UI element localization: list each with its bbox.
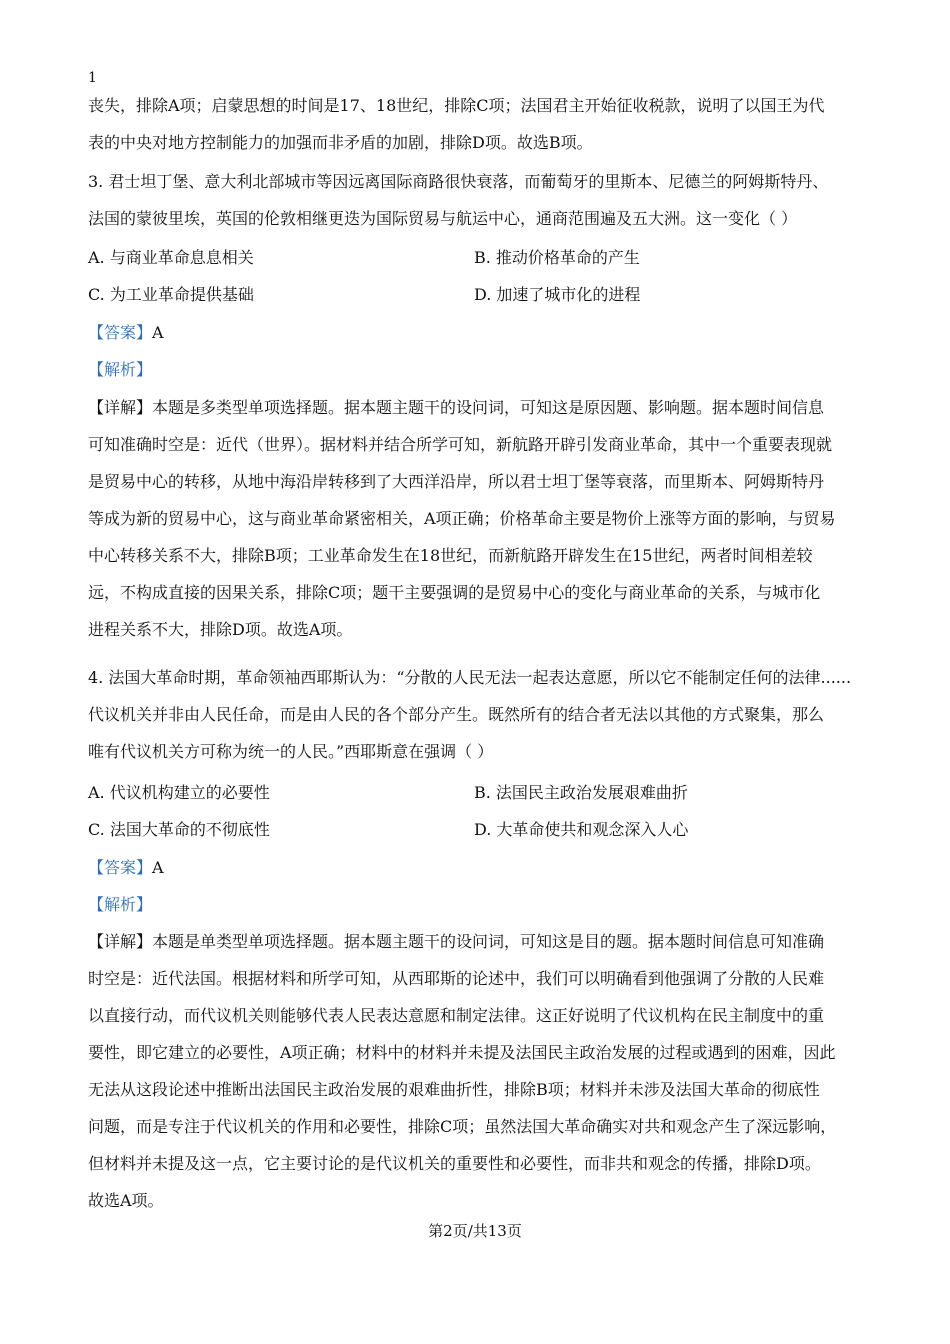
q4-option-b: B. 法国民主政治发展艰难曲折: [474, 783, 688, 802]
q4-option-a: A. 代议机构建立的必要性: [88, 783, 270, 802]
q4-option-c: C. 法国大革命的不彻底性: [88, 820, 270, 839]
text-line: 4. 法国大革命时期，革命领袖西耶斯认为：“分散的人民无法一起表达意愿，所以它不能制定任何的法律......: [88, 668, 852, 687]
text-line: 但材料并未提及这一点，它主要讨论的是代议机关的重要性和必要性，而非共和观念的传播，排除D项。: [88, 1154, 821, 1173]
text-line: 可知准确时空是：近代（世界）。据材料并结合所学可知，新航路开辟引发商业革命，其中一个重要表现就: [88, 435, 833, 454]
q3-detail: [88, 389, 868, 648]
q4-options-row-2: [88, 811, 868, 848]
q3-options-row-1: [88, 239, 868, 276]
q3-option-c: C. 为工业革命提供基础: [88, 285, 254, 304]
q4-analysis-label: [88, 886, 152, 923]
q3-option-a: A. 与商业革命息息相关: [88, 248, 254, 267]
text-line: 3. 君士坦丁堡、意大利北部城市等因远离国际商路很快衰落，而葡萄牙的里斯本、尼德兰的阿姆斯特丹、: [88, 172, 829, 191]
text-line: 是贸易中心的转移，从地中海沿岸转移到了大西洋沿岸，所以君士坦丁堡等衰落，而里斯本、阿姆斯特丹: [88, 472, 825, 491]
q4-detail: [88, 923, 868, 1219]
text-line: 要性，即它建立的必要性，A项正确；材料中的材料并未提及法国民主政治发展的过程或遇到的困难，因此: [88, 1043, 836, 1062]
answer-value: A: [152, 858, 164, 877]
text-line: 法国的蒙彼里埃，英国的伦敦相继更迭为国际贸易与航运中心，通商范围遍及五大洲。这一变化（ ）: [88, 209, 798, 228]
answer-value: A: [152, 323, 164, 342]
q3-analysis-label: [88, 351, 152, 388]
q4-options-row-1: [88, 774, 868, 811]
text-line: 无法从这段论述中推断出法国民主政治发展的艰难曲折性，排除B项；材料并未涉及法国大革命的彻底性: [88, 1080, 820, 1099]
text-line: 进程关系不大，排除D项。故选A项。: [88, 620, 353, 639]
text-line: 【详解】本题是多类型单项选择题。据本题主题干的设问词，可知这是原因题、影响题。据本题时间信息: [88, 398, 825, 417]
text-line: 代议机关并非由人民任命，而是由人民的各个部分产生。既然所有的结合者无法以其他的方式聚集，那么: [88, 705, 825, 724]
answer-label: 【答案】: [88, 323, 153, 342]
analysis-label: 【解析】: [88, 895, 153, 914]
text-line: 中心转移关系不大，排除B项；工业革命发生在18世纪，而新航路开辟发生在15世纪，两者时间相差较: [88, 546, 813, 565]
q3-option-d: D. 加速了城市化的进程: [474, 285, 641, 304]
text-line: 以直接行动，而代议机关则能够代表人民表达意愿和制定法律。这正好说明了代议机构在民主制度中的重: [88, 1006, 825, 1025]
q3-options-row-2: [88, 276, 868, 313]
text-line: 表的中央对地方控制能力的加强而非矛盾的加剧，排除D项。故选B项。: [88, 133, 593, 152]
q4-stem: [88, 659, 868, 770]
text-line: 故选A项。: [88, 1191, 164, 1210]
answer-label: 【答案】: [88, 858, 153, 877]
page-footer: 第2页/共13页: [428, 1222, 522, 1240]
q3-stem: [88, 163, 868, 237]
text-line: 远，不构成直接的因果关系，排除C项；题干主要强调的是贸易中心的变化与商业革命的关系，与城市化: [88, 583, 821, 602]
q4-answer: [88, 849, 164, 886]
text-line: 时空是：近代法国。根据材料和所学可知，从西耶斯的论述中，我们可以明确看到他强调了分散的人民难: [88, 969, 825, 988]
text-line: 问题，而是专注于代议机关的作用和必要性，排除C项；虽然法国大革命确实对共和观念产生了深远影响，: [88, 1117, 837, 1136]
text-line: 唯有代议机关方可称为统一的人民。”西耶斯意在强调（ ）: [88, 742, 494, 761]
q3-answer: [88, 314, 164, 351]
q3-option-b: B. 推动价格革命的产生: [474, 248, 640, 267]
text-line: 【详解】本题是单类型单项选择题。据本题主题干的设问词，可知这是目的题。据本题时间信息可知准确: [88, 932, 825, 951]
intro-paragraph: [88, 87, 868, 161]
q4-option-d: D. 大革命使共和观念深入人心: [474, 820, 689, 839]
text-line: 丧失，排除A项；启蒙思想的时间是17、18世纪，排除C项；法国君主开始征收税款，说明了以国王为代: [88, 96, 825, 115]
analysis-label: 【解析】: [88, 360, 153, 379]
text-line: 等成为新的贸易中心，这与商业革命紧密相关，A项正确；价格革命主要是物价上涨等方面的影响，与贸易: [88, 509, 836, 528]
page-marker: 1: [88, 70, 97, 86]
